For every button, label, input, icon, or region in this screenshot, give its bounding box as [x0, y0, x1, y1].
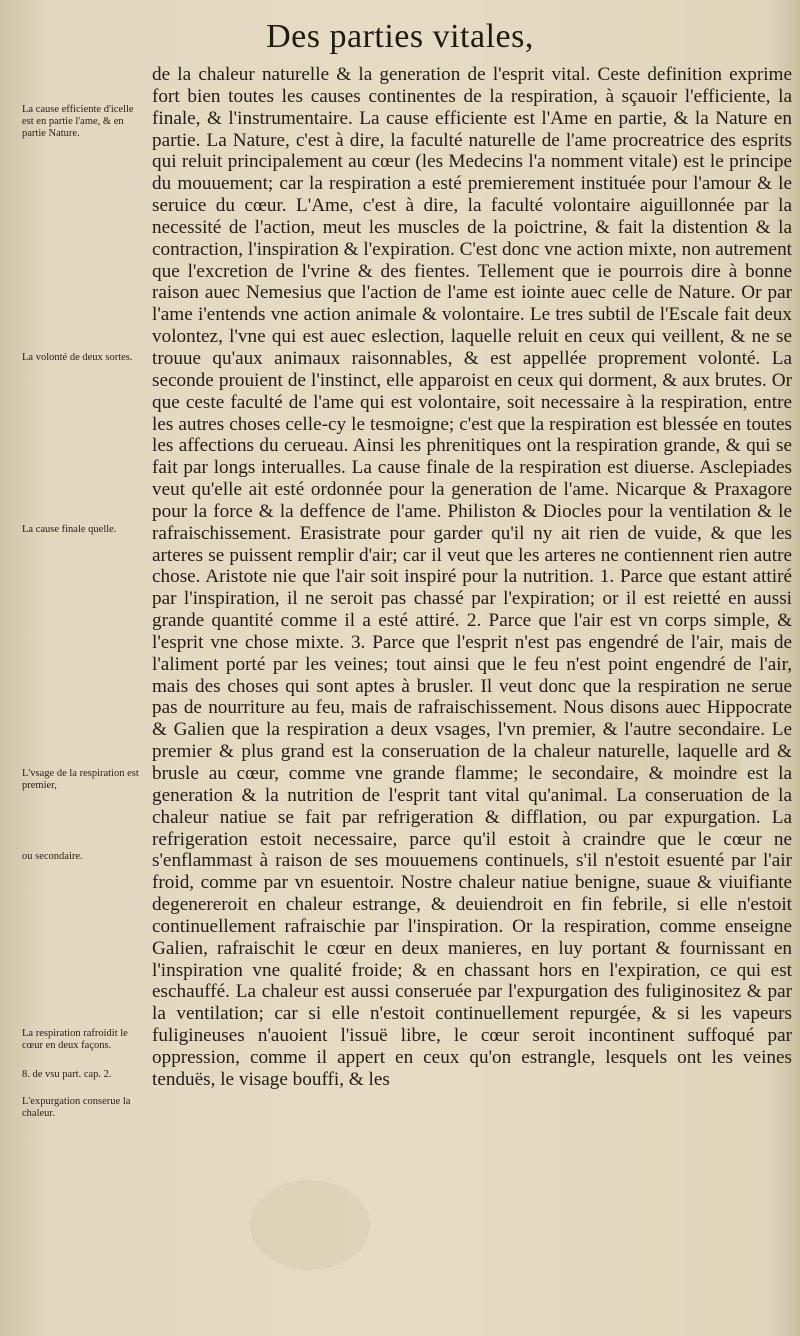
main-text-column [152, 64, 792, 1091]
margin-note-usage-second: ou secondaire. [22, 851, 83, 862]
margin-note-final-cause: La cause finale quelle. [22, 524, 117, 535]
body-paragraph: de la chaleur naturelle & la generation de l'esprit vital. Ceste definition exprime fort bien toutes les causes continentes de la respiration, à sçauoir l'efficiente, la finale, & l'instrumentaire. La cause efficiente est l'Ame en partie, & la Nature en partie. La Nature, c'est à dire, la faculté naturelle de l'ame procreatrice des esprits qui reluit principalement au cœur (les Medecins l'a nomment vitale) est le principe du mouuement; car la respiration a esté premierement instituée pour l'amour & le seruice du cœur. L'Ame, c'est à dire, la faculté volontaire aiguillonnée par la necessité de l'action, meut les muscles de la poictrine, & fait la distention & la contraction, l'inspiration & l'expiration. C'est donc vne action mixte, non autrement que l'excretion de l'vrine & des fientes. Tellement que ie pourrois dire à bonne raison auec Nemesius que l'action de l'ame est iointe auec celle de Nature. Or par l'ame i'entends vne action animale & volontaire. Le tres subtil de l'Escale fait deux volontez, l'vne qui est auec eslection, laquelle reluit en ceux qui veillent, & ne se trouue qu'aux animaux raisonnables, & est appellée proprement volonté. La seconde prouient de l'instinct, elle apparoist en ceux qui dorment, & aux brutes. Or que ceste faculté de l'ame qui est volontaire, soit necessaire à la respiration, entre les autres choses celle-cy le tesmoigne; c'est que la respiration est blessée en toutes les affections du cerueau. Ainsi les phrenitiques ont la respiration grande, & qui se fait par longs interualles. La cause finale de la respiration est diuerse. Asclepiades veut qu'elle ait esté ordonnée pour la generation de l'ame. Nicarque & Praxagore pour la force & la deffence de l'ame. Philiston & Diocles pour la ventilation & le rafraischissement. Erasistrate pour garder qu'il ny ait rien de vuide, & que les arteres se puissent remplir d'air; car il veut que les arteres ne contiennent rien autre chose. Aristote nie que l'air soit inspiré pour la nutrition. 1. Parce que estant attiré par l'inspiration, il ne seroit pas chassé par l'expiration; or il est reietté en aussi grande quantité comme il a esté attiré. 2. Parce que l'air est vn corps simple, & l'esprit vne chose mixte. 3. Parce que l'esprit n'est pas engendré de l'air, mais de l'aliment porté par les veines; tout ainsi que le feu n'est point engendré de l'air, mais des choses qui sont aptes à brusler. Il veut donc que la respiration ne serue pas de nourriture au feu, mais de rafraischissement. Nous disons auec Hippocrate & Galien que la respiration a deux vsages, l'vn premier, & l'autre secondaire. Le premier & plus grand est la conseruation de la chaleur naturelle, laquelle ard & brusle au cœur, comme vne grande flamme; le secondaire, & moindre est la generation & la nutrition de l'esprit tant vital qu'animal. La conseruation de la chaleur natiue se fait par refrigeration & difflation, ou par expurgation. La refrigeration estoit necessaire, parce qu'il estoit à craindre que le cœur ne s'enflammast à raison de ses mouuemens continuels, s'il n'estoit esuenté par l'air froid, comme par vn esuentoir. Nostre chaleur natiue benigne, suaue & viuifiante degenereroit en chaleur estrange, & deuiendroit en fin febrile, si elle n'estoit continuellement rafraischie par l'inspiration. Or la respiration, comme enseigne Galien, rafraischit le cœur en deux manieres, en luy portant & fournissant en l'inspiration vne qualité froide; & en chassant hors en l'expiration, ce qui est eschauffé. La chaleur est aussi conseruée par l'expurgation des fuliginositez & par la ventilation; car si elle n'estoit continuellement repurgée, & si les vapeurs fuligineuses n'auoient l'issuë libre, le cœur seroit incontinent suffoqué par oppression, comme il appert en ceux qu'on estrangle, lesquels ont les veines tenduës, le visage bouffi, & les [152, 64, 792, 1090]
margin-note-expurgation: L'expurgation conserue la chaleur. [22, 1096, 131, 1119]
margin-note-cooling: La respiration rafroidit le cœur en deux façons. [22, 1028, 128, 1051]
margin-note-usage-first: L'vsage de la respiration est premier, [22, 768, 139, 791]
margin-note-efficient-cause: La cause efficiente d'icelle est en partie l'ame, & en partie Nature. [22, 104, 134, 139]
paper-stain [250, 1180, 370, 1270]
margin-note-volonte: La volonté de deux sortes. [22, 352, 133, 363]
running-title: Des parties vitales, [266, 18, 534, 55]
margin-note-reference: 8. de vsu part. cap. 2. [22, 1069, 112, 1080]
